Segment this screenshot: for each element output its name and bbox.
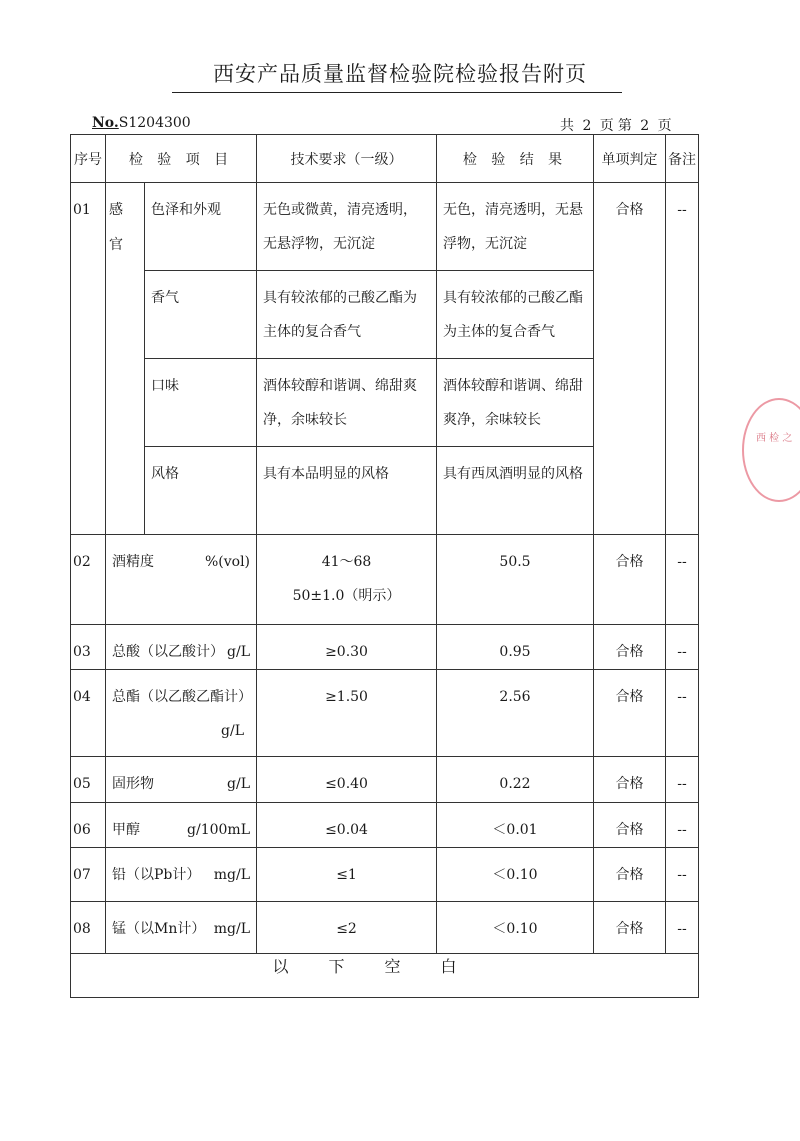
item-unit: g/L <box>227 776 251 792</box>
item-cell <box>106 625 257 670</box>
result-cell: 50.5 <box>437 535 594 625</box>
table-row <box>71 848 699 902</box>
item-cell <box>106 902 257 954</box>
requirement-cell: 具有本品明显的风格 <box>257 447 437 535</box>
row-number: 01 <box>71 183 106 535</box>
item-cell <box>106 803 257 848</box>
requirement-cell: ≤0.40 <box>257 757 437 803</box>
requirement-cell: 酒体较醇和谐调、绵甜爽净，余味较长 <box>257 359 437 447</box>
result-cell: ＜0.01 <box>437 803 594 848</box>
row-number: 08 <box>71 902 106 954</box>
row-number: 04 <box>71 670 106 757</box>
item-cell <box>106 535 257 625</box>
judgement-cell: 合格 <box>594 803 666 848</box>
seal-text: 西 检 之 <box>756 433 793 444</box>
result-cell: 具有西凤酒明显的风格 <box>437 447 594 535</box>
judgement-cell: 合格 <box>594 848 666 902</box>
page-total: 共 2 页 <box>560 118 614 134</box>
header-item: 检 验 项 目 <box>106 135 257 183</box>
judgement-cell: 合格 <box>594 625 666 670</box>
blank-below-note: 以下空白 <box>71 954 699 998</box>
remark-cell: -- <box>666 803 699 848</box>
result-cell: 具有较浓郁的己酸乙酯为主体的复合香气 <box>437 271 594 359</box>
item-unit: g/L <box>221 723 245 739</box>
header-seq: 序号 <box>71 135 106 183</box>
sub-item-name: 口味 <box>145 359 257 447</box>
table-footer-row <box>71 954 699 998</box>
result-cell: ＜0.10 <box>437 902 594 954</box>
row-number: 06 <box>71 803 106 848</box>
item-name: 总酯（以乙酸乙酯计） <box>112 689 252 705</box>
judgement-cell: 合格 <box>594 902 666 954</box>
header-result: 检 验 结 果 <box>437 135 594 183</box>
judgement-cell: 合格 <box>594 757 666 803</box>
item-name: 总酸（以乙酸计） <box>112 644 224 660</box>
report-number-value: S1204300 <box>118 115 191 131</box>
judgement-cell: 合格 <box>594 535 666 625</box>
report-number-label: No. <box>92 115 119 131</box>
sensory-category: 感 官 <box>106 183 145 535</box>
row-number: 05 <box>71 757 106 803</box>
header-judgement: 单项判定 <box>594 135 666 183</box>
page-count <box>560 115 676 135</box>
remark-cell: -- <box>666 625 699 670</box>
table-row <box>71 757 699 803</box>
item-unit: %(vol) <box>204 554 251 570</box>
sub-item-name: 色泽和外观 <box>145 183 257 271</box>
item-name: 固形物 <box>112 776 154 792</box>
inspection-table <box>70 134 699 998</box>
result-cell: 0.95 <box>437 625 594 670</box>
requirement-cell: ≥0.30 <box>257 625 437 670</box>
table-row <box>71 625 699 670</box>
table-row <box>71 902 699 954</box>
table-row <box>71 803 699 848</box>
requirement-cell: 无色或微黄，清亮透明，无悬浮物，无沉淀 <box>257 183 437 271</box>
sub-item-name: 香气 <box>145 271 257 359</box>
item-cell <box>106 670 257 757</box>
item-name: 铅（以Pb计） <box>112 867 201 883</box>
remark-cell: -- <box>666 902 699 954</box>
remark-cell: -- <box>666 535 699 625</box>
item-unit: mg/L <box>213 921 251 937</box>
row-number: 07 <box>71 848 106 902</box>
table-row <box>71 535 699 625</box>
official-seal <box>742 398 800 502</box>
table-header-row <box>71 135 699 183</box>
header-remark: 备注 <box>666 135 699 183</box>
judgement-cell: 合格 <box>594 670 666 757</box>
item-unit: g/L <box>227 644 251 660</box>
report-title: 西安产品质量监督检验院检验报告附页 <box>213 62 587 86</box>
result-cell: 2.56 <box>437 670 594 757</box>
item-cell <box>106 848 257 902</box>
requirement-cell: 41～68 50±1.0（明示） <box>257 535 437 625</box>
requirement-note: 50±1.0（明示） <box>292 588 401 604</box>
sub-item-name: 风格 <box>145 447 257 535</box>
item-unit: g/100mL <box>187 822 251 838</box>
table-row <box>71 670 699 757</box>
row-number: 02 <box>71 535 106 625</box>
item-unit: mg/L <box>213 867 251 883</box>
result-cell: ＜0.10 <box>437 848 594 902</box>
item-cell <box>106 757 257 803</box>
remark-cell: -- <box>666 757 699 803</box>
page-current: 第 2 页 <box>617 118 672 134</box>
requirement-cell: 具有较浓郁的己酸乙酯为主体的复合香气 <box>257 271 437 359</box>
result-cell: 酒体较醇和谐调、绵甜爽净，余味较长 <box>437 359 594 447</box>
item-name: 锰（以Mn计） <box>112 921 206 937</box>
requirement-cell: ≤0.04 <box>257 803 437 848</box>
title-underline <box>172 92 622 93</box>
table-row <box>71 183 699 271</box>
item-name: 酒精度 <box>112 554 154 570</box>
remark-cell: -- <box>666 183 699 535</box>
item-name: 甲醇 <box>112 822 140 838</box>
report-number <box>92 115 191 131</box>
judgement-cell: 合格 <box>594 183 666 535</box>
row-number: 03 <box>71 625 106 670</box>
requirement-cell: ≤2 <box>257 902 437 954</box>
requirement-cell: ≤1 <box>257 848 437 902</box>
requirement-cell: ≥1.50 <box>257 670 437 757</box>
remark-cell: -- <box>666 848 699 902</box>
remark-cell: -- <box>666 670 699 757</box>
result-cell: 无色，清亮透明，无悬浮物，无沉淀 <box>437 183 594 271</box>
header-requirement: 技术要求（一级） <box>257 135 437 183</box>
result-cell: 0.22 <box>437 757 594 803</box>
